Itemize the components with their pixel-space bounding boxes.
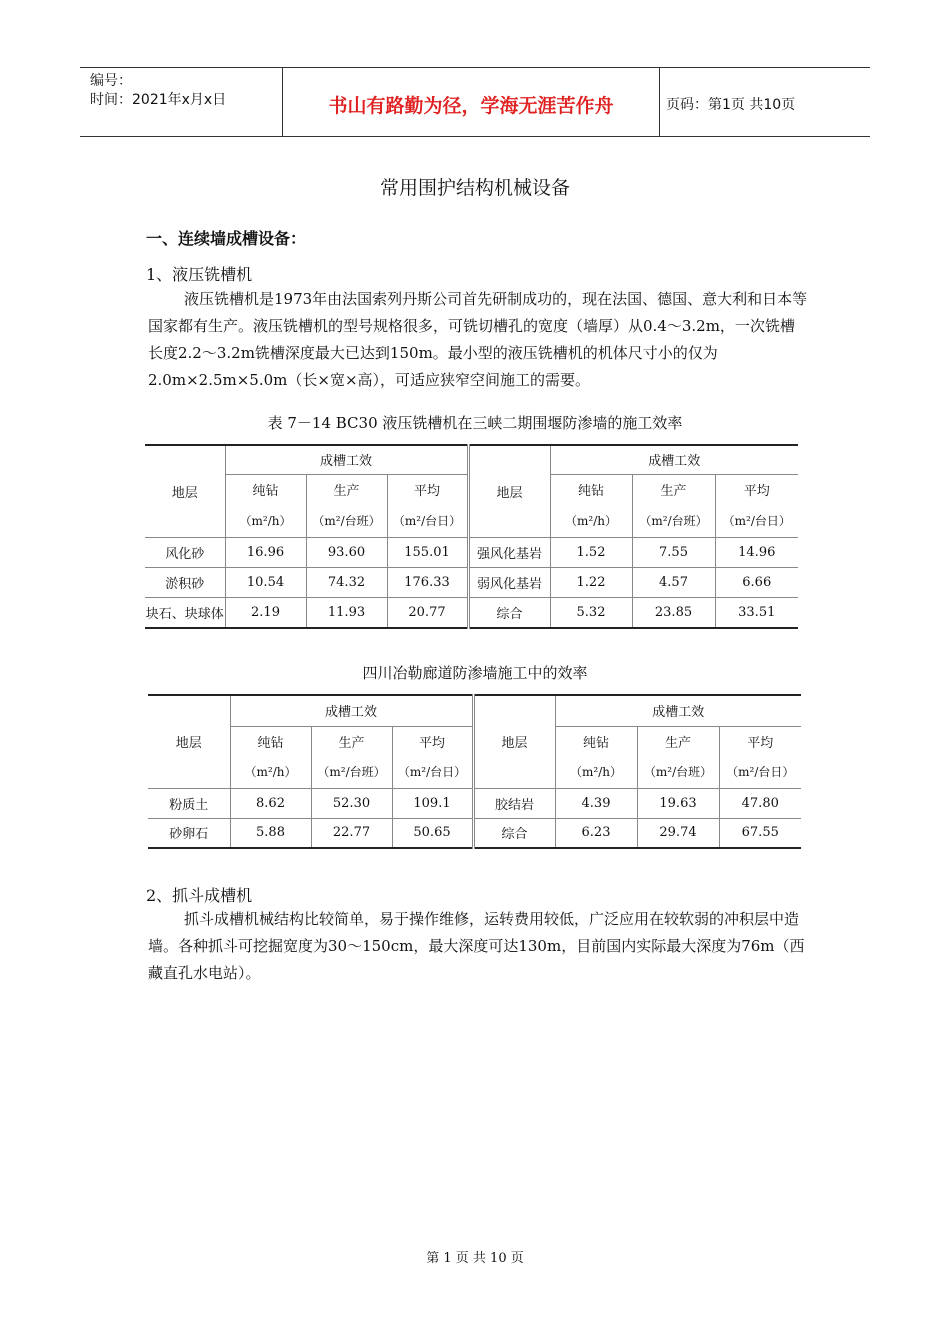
- cell: 176.33: [387, 567, 468, 597]
- cell: 粉质土: [148, 788, 230, 818]
- cell: 弱风化基岩: [468, 567, 550, 597]
- cell: 74.32: [306, 567, 387, 597]
- cell: 6.66: [715, 567, 798, 597]
- cell: 5.88: [230, 818, 311, 848]
- table-row: [145, 537, 798, 567]
- cell: 8.62: [230, 788, 311, 818]
- unit-label: （m²/台日）: [392, 756, 473, 788]
- cell: 52.30: [311, 788, 392, 818]
- cell: 砂卵石: [148, 818, 230, 848]
- cell: 综合: [468, 597, 550, 628]
- subsection-heading-2: 2、抓斗成槽机: [146, 886, 253, 905]
- table-row: [145, 567, 798, 597]
- unit-label: （m²/台日）: [719, 756, 801, 788]
- table-1-caption: 表 7－14 BC30 液压铣槽机在三峡二期围堰防渗墙的施工效率: [267, 414, 683, 432]
- cell: 16.96: [225, 537, 306, 567]
- table-row: [145, 597, 798, 628]
- unit-label: （m²/h）: [550, 505, 632, 537]
- cell: 强风化基岩: [468, 537, 550, 567]
- unit-label: （m²/台日）: [387, 505, 468, 537]
- col-header: 平均: [392, 726, 473, 756]
- cell: 33.51: [715, 597, 798, 628]
- group-header: 成槽工效: [555, 695, 801, 726]
- cell: 胶结岩: [473, 788, 555, 818]
- cell: 109.1: [392, 788, 473, 818]
- header-motto-box: [282, 68, 660, 136]
- unit-label: （m²/h）: [230, 756, 311, 788]
- number-label: 编号：: [90, 73, 132, 89]
- group-header: 成槽工效: [225, 445, 468, 474]
- col-header: 生产: [306, 474, 387, 505]
- page-footer: 第 1 页 共 10 页: [426, 1251, 524, 1266]
- col-header: 平均: [715, 474, 798, 505]
- col-header: 平均: [719, 726, 801, 756]
- cell: 93.60: [306, 537, 387, 567]
- col-header: 纯钻: [230, 726, 311, 756]
- cell: 14.96: [715, 537, 798, 567]
- stratum-header: 地层: [148, 695, 230, 788]
- col-header: 生产: [637, 726, 719, 756]
- cell: 块石、块球体: [145, 597, 225, 628]
- col-header: 纯钻: [550, 474, 632, 505]
- unit-label: （m²/台班）: [632, 505, 715, 537]
- cell: 综合: [473, 818, 555, 848]
- document-title: 常用围护结构机械设备: [379, 177, 570, 199]
- cell: 19.63: [637, 788, 719, 818]
- cell: 10.54: [225, 567, 306, 597]
- table-2-caption: 四川冶勒廊道防渗墙施工中的效率: [362, 664, 588, 682]
- cell: 20.77: [387, 597, 468, 628]
- cell: 淤积砂: [145, 567, 225, 597]
- table-row: [148, 788, 801, 818]
- stratum-header: 地层: [145, 445, 225, 537]
- cell: 7.55: [632, 537, 715, 567]
- cell: 6.23: [555, 818, 637, 848]
- cell: 23.85: [632, 597, 715, 628]
- section-heading-1: 一、连续墙成槽设备：: [146, 229, 307, 248]
- cell: 1.52: [550, 537, 632, 567]
- stratum-header: 地层: [473, 695, 555, 788]
- group-header: 成槽工效: [230, 695, 473, 726]
- cell: 67.55: [719, 818, 801, 848]
- group-header: 成槽工效: [550, 445, 798, 474]
- subsection-heading-1: 1、液压铣槽机: [146, 265, 253, 284]
- col-header: 生产: [632, 474, 715, 505]
- col-header: 平均: [387, 474, 468, 505]
- col-header: 纯钻: [555, 726, 637, 756]
- cell: 风化砂: [145, 537, 225, 567]
- cell: 22.77: [311, 818, 392, 848]
- col-header: 生产: [311, 726, 392, 756]
- cell: 2.19: [225, 597, 306, 628]
- cell: 155.01: [387, 537, 468, 567]
- motto: 书山有路勤为径，学海无涯苦作舟: [328, 95, 614, 117]
- cell: 47.80: [719, 788, 801, 818]
- cell: 4.57: [632, 567, 715, 597]
- page-info: 页码：第1页 共10页: [666, 97, 796, 113]
- paragraph-1: [148, 286, 808, 394]
- time-label: 时间：2021年x月x日: [90, 92, 227, 108]
- unit-label: （m²/h）: [555, 756, 637, 788]
- unit-label: （m²/台日）: [715, 505, 798, 537]
- cell: 1.22: [550, 567, 632, 597]
- table-2: [148, 694, 801, 849]
- table-row: [148, 818, 801, 848]
- unit-label: （m²/h）: [225, 505, 306, 537]
- page-header: [80, 67, 870, 137]
- stratum-header: 地层: [468, 445, 550, 537]
- table-1: [145, 444, 798, 629]
- cell: 4.39: [555, 788, 637, 818]
- unit-label: （m²/台班）: [306, 505, 387, 537]
- cell: 5.32: [550, 597, 632, 628]
- paragraph-2-text: 抓斗成槽机械结构比较简单，易于操作维修，运转费用较低，广泛应用在较软弱的冲积层中造墙。各种抓斗可挖掘宽度为30～150cm，最大深度可达130m，目前国内实际最大深度为76m（西藏直孔水电站）。: [148, 910, 805, 982]
- table-header-row: [145, 445, 798, 474]
- col-header: 纯钻: [225, 474, 306, 505]
- unit-label: （m²/台班）: [311, 756, 392, 788]
- cell: 29.74: [637, 818, 719, 848]
- header-meta: [80, 68, 282, 136]
- cell: 11.93: [306, 597, 387, 628]
- paragraph-2: [148, 906, 808, 987]
- unit-label: （m²/台班）: [637, 756, 719, 788]
- table-header-row: [148, 695, 801, 726]
- paragraph-1-text: 液压铣槽机是1973年由法国索列丹斯公司首先研制成功的，现在法国、德国、意大利和日本等国家都有生产。液压铣槽机的型号规格很多，可铣切槽孔的宽度（墙厚）从0.4～3.2m，一次铣槽长度2.2～3.2m铣槽深度最大已达到150m。最小型的液压铣槽机的机体尺寸小的仅为2.0m×2.5m×5.0m（长×宽×高），可适应狭窄空间施工的需要。: [148, 290, 808, 389]
- cell: 50.65: [392, 818, 473, 848]
